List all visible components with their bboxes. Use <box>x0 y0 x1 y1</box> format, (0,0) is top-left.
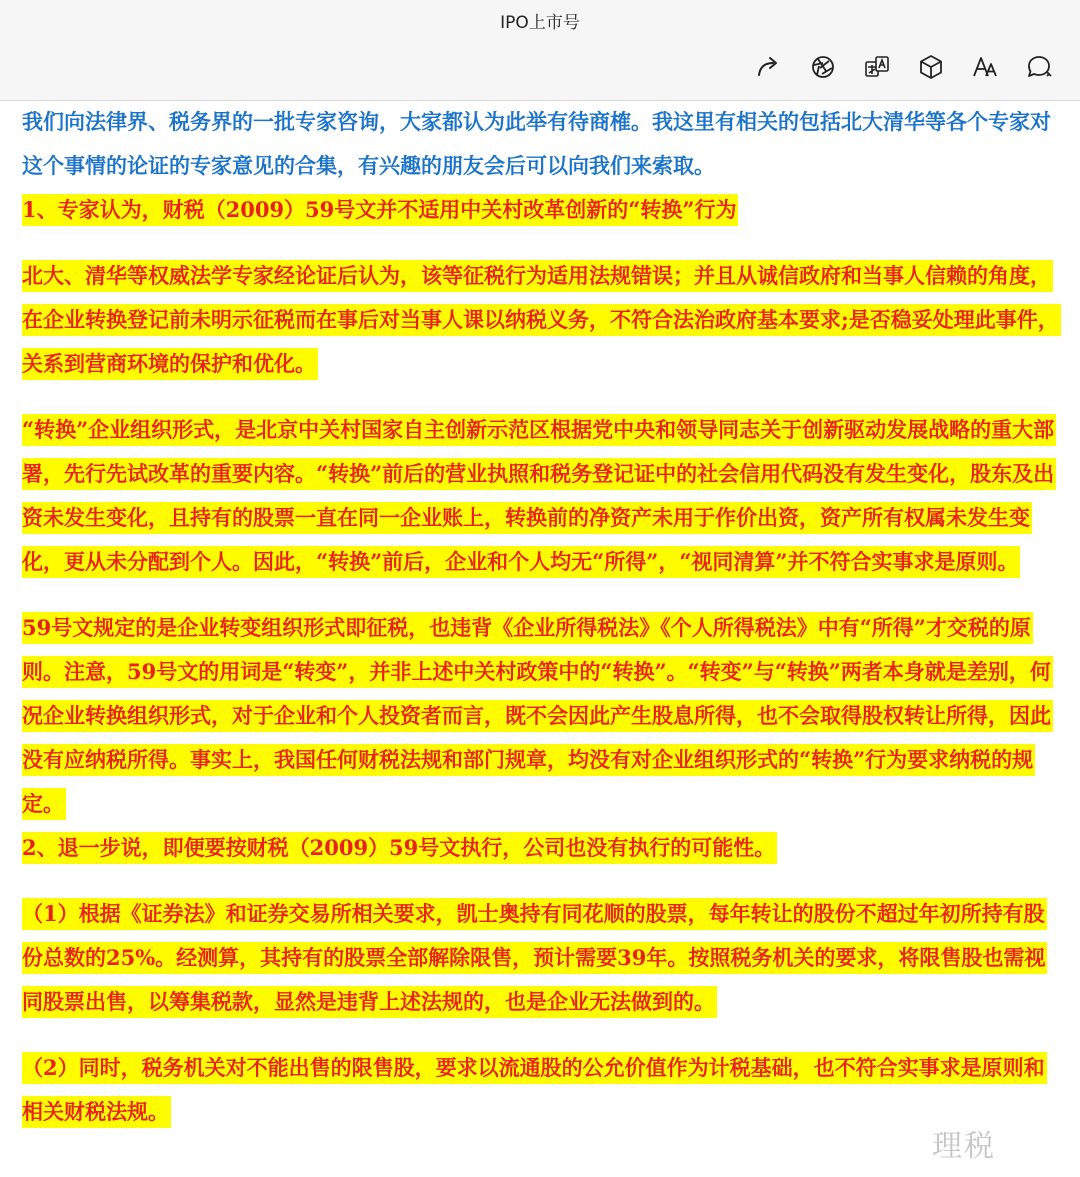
paragraph-2 <box>22 408 1060 584</box>
translate-icon <box>863 53 891 85</box>
cube-button[interactable] <box>914 52 948 86</box>
cube-icon <box>917 53 945 85</box>
paragraph-3 <box>22 606 1060 826</box>
watermark: 理税 <box>932 1129 996 1164</box>
paragraph-1-text: 北大、清华等权威法学专家经论证后认为，该等征税行为适用法规错误；并且从诚信政府和当事人信赖的角度，在企业转换登记前未明示征税而在事后对当事人课以纳税义务，不符合法治政府基本要求;是否稳妥处理此事件，关系到营商环境的保护和优化。 <box>22 260 1061 380</box>
aperture-button[interactable] <box>806 52 840 86</box>
comment-button[interactable] <box>1022 52 1056 86</box>
window-title: IPO上市号 <box>500 13 580 33</box>
font-size-button[interactable] <box>968 52 1002 86</box>
font-size-icon <box>971 53 999 85</box>
share-icon <box>755 53 783 85</box>
paragraph-5-text: （2）同时，税务机关对不能出售的限售股，要求以流通股的公允价值作为计税基础，也不符合实事求是原则和相关财税法规。 <box>22 1052 1047 1128</box>
article-body <box>22 100 1060 1134</box>
paragraph-4 <box>22 892 1060 1024</box>
paragraph-5 <box>22 1046 1060 1134</box>
heading-2-text: 2、退一步说，即便要按财税（2009）59号文执行，公司也没有执行的可能性。 <box>22 832 777 864</box>
aperture-icon <box>809 53 837 85</box>
paragraph-3-text: 59号文规定的是企业转变组织形式即征税，也违背《企业所得税法》《个人所得税法》中有“所得”才交税的原则。注意，59号文的用词是“转变”，并非上述中关村政策中的“转换”。“转变”与“转换”两者本身就是差别，何况企业转换组织形式，对于企业和个人投资者而言，既不会因此产生股息所得，也不会取得股权转让所得，因此没有应纳税所得。事实上，我国任何财税法规和部门规章，均没有对企业组织形式的“转换”行为要求纳税的规定。 <box>22 612 1053 820</box>
heading-1-text: 1、专家认为，财税（2009）59号文并不适用中关村改革创新的“转换”行为 <box>22 194 738 226</box>
share-button[interactable] <box>752 52 786 86</box>
paragraph-4-text: （1）根据《证券法》和证券交易所相关要求，凯士奥持有同花顺的股票，每年转让的股份不超过年初所持有股份总数的25%。经测算，其持有的股票全部解除限售，预计需要39年。按照税务机关的要求，将限售股也需视同股票出售，以筹集税款，显然是违背上述法规的，也是企业无法做到的。 <box>22 898 1047 1018</box>
heading-1 <box>22 188 1060 232</box>
comment-icon <box>1025 53 1053 85</box>
paragraph-1 <box>22 254 1060 386</box>
toolbar-actions <box>752 52 1056 86</box>
paragraph-2-text: “转换”企业组织形式，是北京中关村国家自主创新示范区根据党中央和领导同志关于创新驱动发展战略的重大部署，先行先试改革的重要内容。“转换”前后的营业执照和税务登记证中的社会信用代码没有发生变化，股东及出资未发生变化，且持有的股票一直在同一企业账上，转换前的净资产未用于作价出资，资产所有权属未发生变化，更从未分配到个人。因此，“转换”前后，企业和个人均无“所得”，“视同清算”并不符合实事求是原则。 <box>22 414 1056 578</box>
translate-button[interactable] <box>860 52 894 86</box>
heading-2 <box>22 826 1060 870</box>
app-toolbar <box>0 0 1080 101</box>
intro-paragraph: 我们向法律界、税务界的一批专家咨询，大家都认为此举有待商榷。我这里有相关的包括北大清华等各个专家对这个事情的论证的专家意见的合集，有兴趣的朋友会后可以向我们来索取。 <box>22 109 1051 178</box>
